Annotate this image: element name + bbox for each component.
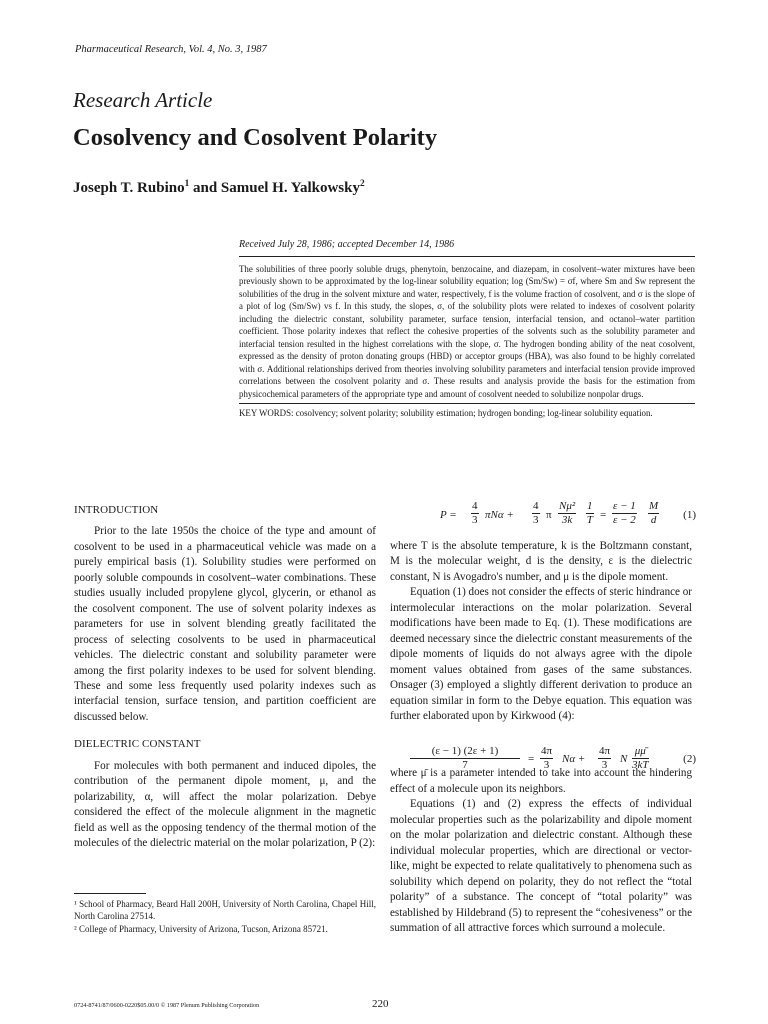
page-number: 220 <box>372 998 389 1010</box>
eq-fraction: $\frac{4}{3}$ <box>472 500 478 526</box>
footnote: ¹ School of Pharmacy, Beard Hall 200H, University of North Carolina, Chapel Hill, North Carolina 27514. <box>74 899 376 922</box>
eq-fraction: $\frac{1}{T}$ <box>586 500 593 526</box>
eq-term: Nα + <box>562 753 586 765</box>
eq-term: πNα + <box>485 509 514 521</box>
article-title: Cosolvency and Cosolvent Polarity <box>73 124 438 151</box>
author-name: Samuel H. Yalkowsky <box>220 180 360 196</box>
eq-term: N <box>620 753 628 765</box>
eq-fraction: $\frac{4\pi}{3}$ <box>541 745 553 771</box>
keywords: KEY WORDS: cosolvency; solvent polarity; solubility estimation; hydrogen bonding; log-linear solubility equation. <box>239 403 695 420</box>
eq-symbol: P = <box>440 509 457 521</box>
eq-fraction: $\frac{\varepsilon - 1}{\varepsilon - 2}$ <box>613 500 636 526</box>
right-column <box>390 539 692 936</box>
eq-term: π <box>546 509 552 521</box>
eq-fraction: $\frac{4\pi}{3}$ <box>599 745 611 771</box>
journal-citation: Pharmaceutical Research, Vol. 4, No. 3, 1987 <box>75 44 267 55</box>
eq-fraction: $\frac{4}{3}$ <box>533 500 539 526</box>
eq-sign: = <box>528 753 535 765</box>
footnote-rule <box>74 893 146 894</box>
paragraph: Equation (1) does not consider the effects of steric hindrance or intermolecular interactions on the molar polarization. Several modifications have been made to Eq. (1). These modifications are deemed necessary since the dielectric constant measurements of the dipole moments of liquids do not always agree with the dipole moment values obtained from gases of the same substances. Onsager (3) employed a slightly different derivation to produce an equation similar in form to the Debye equation. This equation was further elaborated upon by Kirkwood (4): <box>390 586 692 722</box>
section-heading: DIELECTRIC CONSTANT <box>74 738 201 751</box>
paragraph: Equations (1) and (2) express the effects of individual molecular properties such as the polarizability and dipole moment on the molar polarization and dielectric constant. Although these individual molecular properties, which are directional or vector-like, might be expected to relate qualitatively to phenomena such as solubility which depend on polarity, they do not reflect the “total polarity” of a substance. The concept of “total polarity” was established by Hildebrand (5) to represent the “cohesiveness” or the summation of all attractive forces which surround a molecule. <box>390 798 692 934</box>
equation-2 <box>410 744 696 778</box>
eq-fraction: $\frac{M}{d}$ <box>649 500 659 526</box>
equation-1 <box>440 496 696 536</box>
eq-fraction: $\frac{\text{Nμ²}}{3k}$ <box>559 500 576 526</box>
affiliation-mark: 1 <box>184 179 190 189</box>
author-separator: and <box>189 180 221 196</box>
abstract-text: The solubilities of three poorly soluble drugs, phenytoin, benzocaine, and diazepam, in cosolvent–water mixtures have been previously shown to be approximated by the log-linear solubility equation; log (Sm/Sw) = σf, where Sm and Sw represent the solubilities of the drug in the solvent mixture and water, respectively, f is the volume fraction of cosolvent, and σ is the slope of a plot of log (Sm/Sw) vs f. In this study, the slopes, σ, of the solubility plots were related to indexes of cosolvent polarity including the dielectric constant, solubility parameter, surface tension, interfacial tension, and octanol–water partition coefficient. Those polarity indexes that reflect the cohesive properties of the solvents such as the solubility parameter and interfacial tension resulted in the highest correlations with the slope, σ. The hydrogen bonding ability of the neat cosolvent, expressed as the density of proton donating groups (HBD) or acceptor groups (HBA), was also found to be highly correlated with σ. Additional relationships derived from theories involving solubility parameters and interfacial tension provide improved correlations between the cosolvent polarity and σ. These results and analysis provide the basis for the estimation from physicochemical parameters of the appropriate type and amount of cosolvent needed to solubilize nonpolar drugs. <box>239 264 695 399</box>
abstract-box <box>239 256 695 419</box>
left-column <box>74 503 376 852</box>
received-dates: Received July 28, 1986; accepted December 14, 1986 <box>239 239 455 250</box>
authors <box>73 180 365 197</box>
affiliation-mark: 2 <box>359 179 365 189</box>
footnote: ² College of Pharmacy, University of Arizona, Tucson, Arizona 85721. <box>74 923 328 934</box>
paragraph: where T is the absolute temperature, k is the Boltzmann constant, M is the molecular weight, d is the density, ε is the dielectric constant, N is Avogadro's number, and μ is the dipole moment. <box>390 540 692 583</box>
article-type: Research Article <box>73 88 213 112</box>
section-heading: INTRODUCTION <box>74 504 159 516</box>
publisher-line: 0724-8741/87/0600-0220$05.00/0 © 1987 Plenum Publishing Corporation <box>74 1002 260 1009</box>
eq-fraction: $\frac{(\varepsilon - 1) (2\varepsilon + 1)}{7}$ <box>410 745 520 772</box>
eq-sign: = <box>600 509 607 521</box>
author-name: Joseph T. Rubino <box>73 180 185 196</box>
equation-number: (2) <box>683 753 696 765</box>
eq-fraction: $\frac{\mu\mū}{3kT}$ <box>632 745 649 771</box>
paragraph: Prior to the late 1950s the choice of the type and amount of cosolvent to be used in a pharmaceutical vehicle was made on a purely empirical basis (1). Solubility studies were performed on poorly soluble compounds in cosolvent–water combinations. These studies usually included propylene glycol, glycerin, or ethanol as the cosolvent component. The use of solvent polarity indexes as parameters for use in solvent blending greatly facilitated the process of selecting cosolvents to be used in pharmaceutical vehicles. The dielectric constant and solubility parameter were among the first polarity indexes to be used for solvent blending. These and some less frequently used polarity indexes such as interfacial tension, surface tension, and partition coefficient are discussed below. <box>74 525 376 723</box>
paragraph: For molecules with both permanent and induced dipoles, the contribution of the permanent dipole moment, μ, and the polarizability, α, will affect the molar polarization. Debye considered the effect of the molecule alignment in the magnetic field as well as the opposing tendency of the thermal motion of the molecules of the dielectric material on the molar polarization, P (2): <box>74 759 376 850</box>
paragraph: where μ̄ is a parameter intended to take into account the hindering effect of a molecule upon its neighbors. <box>390 767 692 795</box>
equation-number: (1) <box>683 509 696 521</box>
footnotes <box>74 898 376 935</box>
